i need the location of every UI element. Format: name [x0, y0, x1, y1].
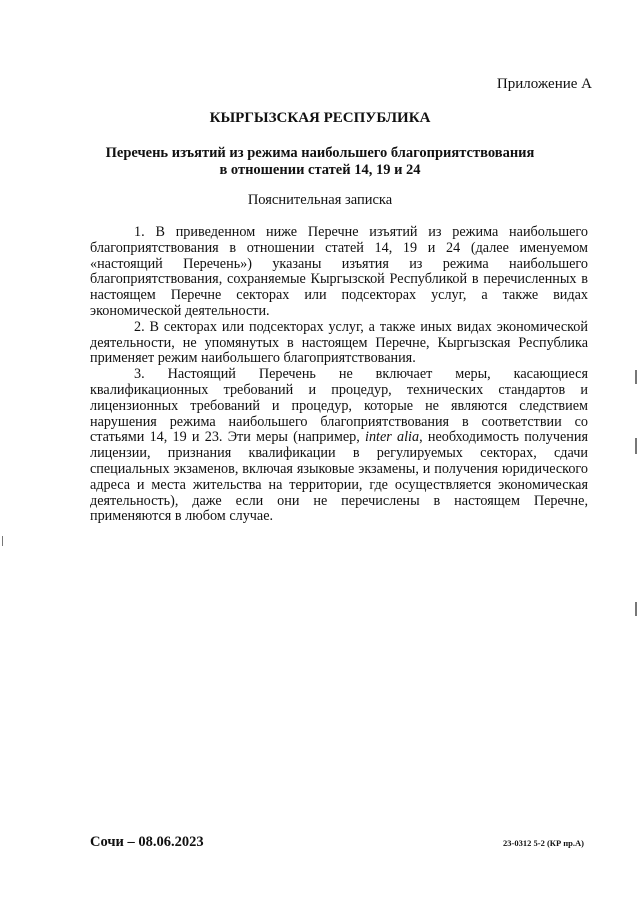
paragraph-3 [90, 367, 588, 525]
paragraph-2: 2. В секторах или подсекторах услуг, а также иных видах экономической деятельности, не упомянутых в настоящем Перечне, Кыргызская Республика применяет режим наибольшего благоприятствования. [90, 318, 588, 367]
scan-mark-right-3 [635, 602, 637, 616]
scan-mark-left-1 [2, 536, 3, 546]
list-title-line-1: Перечень изъятий из режима наибольшего благоприятствования [105, 145, 535, 161]
scan-mark-right-2 [635, 438, 637, 454]
paragraph-3-part-1: 3. Настоящий Перечень не включает меры, касающиеся квалификационных требований и процедур, технических стандартов и лицензионных требований и процедур, которые не являются следствием нарушения режима наибольшего благоприятствования в соответствии со статьями 14, 19 и 23. Эти меры (например, [90, 366, 588, 446]
explanatory-note-title: Пояснительная записка [247, 192, 393, 208]
footer-place-date: Сочи – 08.06.2023 [90, 834, 204, 850]
paragraph-3-italic: inter alia [365, 429, 420, 446]
paragraph-3-part-2: , необходимость получения лицензии, признания квалификации в регулируемых секторах, сдачи специальных экзаменов, включая языковые экзамены, и получения юридического адреса и места жительства на территории, где осуществляется экономическая деятельность), даже если они не перечислены в настоящем Перечне, применяются в любом случае. [90, 429, 589, 525]
body-text [90, 225, 588, 525]
paragraph-1: 1. В приведенном ниже Перечне изъятий из режима наибольшего благоприятствования в отношении статей 14, 19 и 24 (далее именуемом «настоящий Перечень») указаны изъятия из режима наибольшего благоприятствования, сохраняемые Кыргызской Республикой в перечисленных в настоящем Перечне секторах или подсекторах услуг, а также видах экономической деятельности. [90, 224, 588, 319]
annex-label: Приложение А [496, 76, 592, 92]
scan-mark-right-1 [635, 370, 637, 384]
footer-doc-code: 23-0312 5-2 (КР пр.А) [503, 838, 584, 848]
list-title-line-2: в отношении статей 14, 19 и 24 [219, 162, 421, 178]
country-heading: КЫРГЫЗСКАЯ РЕСПУБЛИКА [209, 110, 431, 126]
list-title [0, 145, 640, 179]
